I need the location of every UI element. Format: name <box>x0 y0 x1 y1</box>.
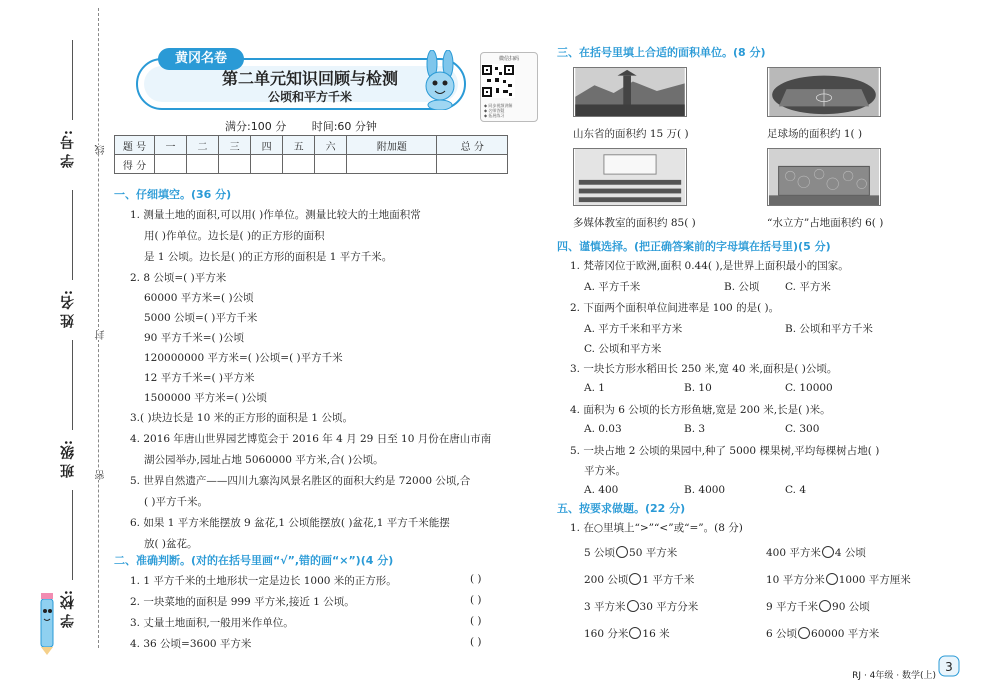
student-number-line <box>72 40 73 120</box>
binding-margin <box>0 0 108 693</box>
choice-question: 2. 下面两个面积单位间进率是 100 的是( )。 <box>570 302 780 314</box>
compare-circle-icon[interactable] <box>627 600 639 612</box>
section-3-title: 三、在括号里填上合适的面积单位。(8 分) <box>557 46 766 59</box>
choice-option[interactable]: A. 1 <box>584 382 605 394</box>
answer-paren[interactable]: ( ) <box>470 636 482 648</box>
qr-note: ◆ 拓展练习 <box>484 113 505 118</box>
compare-left: 6 公顷 <box>766 628 798 640</box>
unit-caption: 足球场的面积约 1( ) <box>767 128 863 140</box>
choice-option[interactable]: C. 公顷和平方米 <box>584 343 662 355</box>
compare-left: 400 平方米 <box>766 547 821 559</box>
choice-question: 5. 一块占地 2 公顷的果园中,种了 5000 棵果树,平均每棵树占地( ) <box>570 445 880 457</box>
qr-title: 微信扫码 <box>498 56 519 62</box>
compare-right: 30 平方分米 <box>639 601 699 613</box>
answer-paren[interactable]: ( ) <box>470 594 482 606</box>
choice-option[interactable]: C. 平方米 <box>785 281 831 293</box>
class-line <box>72 340 73 430</box>
score-table-row <box>115 155 508 174</box>
score-table-header-row <box>115 136 508 155</box>
compare-item <box>766 599 870 614</box>
score-header-cell: 二 <box>187 136 219 155</box>
section-5-title: 五、按要求做题。(22 分) <box>557 502 686 515</box>
compare-circle-icon[interactable] <box>819 600 831 612</box>
unit-caption: 多媒体教室的面积约 85( ) <box>573 217 696 229</box>
class-label: 班 级: <box>60 440 76 479</box>
compare-instruction: 1. 在○里填上“>”“<”或“=”。(8 分) <box>570 522 743 534</box>
answer-paren[interactable]: ( ) <box>470 615 482 627</box>
question-line: 60000 平方米=( )公顷 <box>144 292 254 304</box>
question-line: 2. 8 公顷=( )平方米 <box>130 272 227 284</box>
cut-dashed-line <box>98 8 99 648</box>
choice-question: 4. 面积为 6 公顷的长方形鱼塘,宽是 200 米,长是( )米。 <box>570 404 831 416</box>
page-number: 3 <box>945 660 953 674</box>
compare-right: 60000 平方米 <box>811 628 880 640</box>
exam-time: 时间:60 分钟 <box>311 120 377 133</box>
section-4-title: 四、谨慎选择。(把正确答案前的字母填在括号里)(5 分) <box>557 240 831 253</box>
score-header-cell: 附加题 <box>347 136 437 155</box>
choice-option[interactable]: A. 平方千米 <box>584 281 641 293</box>
compare-item <box>584 545 677 560</box>
footer-info: RJ · 4年级 · 数学(上) <box>852 671 936 681</box>
compare-right: 1 平方千米 <box>642 574 695 586</box>
compare-item <box>584 626 670 641</box>
choice-option[interactable]: B. 3 <box>684 423 706 435</box>
compare-right: 50 平方米 <box>629 547 678 559</box>
score-header-cell: 四 <box>251 136 283 155</box>
judge-item: 4. 36 公顷=3600 平方米 <box>130 638 252 650</box>
shandong-photo <box>573 67 687 117</box>
score-cell[interactable] <box>219 155 251 174</box>
score-header-cell: 题 号 <box>115 136 155 155</box>
choice-question: 1. 梵蒂冈位于欧洲,面积 0.44( ),是世界上面积最小的国家。 <box>570 260 849 272</box>
choice-question-cont: 平方米。 <box>584 465 626 477</box>
compare-right: 4 公顷 <box>834 547 866 559</box>
score-cell[interactable] <box>187 155 219 174</box>
unit-caption: “水立方”占地面积约 6( ) <box>767 217 884 229</box>
qr-code-panel[interactable] <box>480 52 538 122</box>
score-table <box>114 135 508 174</box>
question-line: 1. 测量土地的面积,可以用( )作单位。测量比较大的土地面积常 <box>130 209 421 221</box>
score-cell[interactable] <box>315 155 347 174</box>
question-line: 5. 世界自然遗产——四川九寨沟风景名胜区的面积大约是 72000 公顷,合 <box>130 475 471 487</box>
football-field-photo <box>767 67 881 117</box>
page-number-badge <box>938 650 960 678</box>
school-line <box>72 490 73 580</box>
question-line: 3.( )块边长是 10 米的正方形的面积是 1 公顷。 <box>130 412 353 424</box>
school-label: 学 校: <box>60 590 76 629</box>
question-line: 4. 2016 年唐山世界园艺博览会于 2016 年 4 月 29 日至 10 月份在唐山市南 <box>130 433 492 445</box>
water-cube-photo <box>767 148 881 206</box>
compare-right: 1000 平方厘米 <box>838 574 911 586</box>
choice-option[interactable]: A. 0.03 <box>584 423 622 435</box>
question-line: 5000 公顷=( )平方千米 <box>144 312 258 324</box>
compare-circle-icon[interactable] <box>822 546 834 558</box>
judge-item: 3. 丈量土地面积,一般用米作单位。 <box>130 617 294 629</box>
cut-mark-secret: 密 <box>96 470 107 480</box>
name-line <box>72 190 73 280</box>
question-line: 12 平方千米=( )平方米 <box>144 372 255 384</box>
compare-right: 90 公顷 <box>832 601 870 613</box>
section-2-title: 二、准确判断。(对的在括号里画“√”,错的画“×”)(4 分) <box>114 554 394 567</box>
rabbit-mascot-icon <box>416 50 464 110</box>
full-score: 满分:100 分 <box>225 120 287 133</box>
compare-circle-icon[interactable] <box>826 573 838 585</box>
score-cell[interactable] <box>437 155 508 174</box>
score-row-label: 得 分 <box>115 155 155 174</box>
compare-left: 160 分米 <box>584 628 629 640</box>
question-line: ( )平方千米。 <box>144 496 209 508</box>
pencil-mascot-icon <box>38 585 56 655</box>
page-title: 第二单元知识回顾与检测 <box>221 69 398 88</box>
score-header-cell: 六 <box>315 136 347 155</box>
answer-paren[interactable]: ( ) <box>470 573 482 585</box>
brand-logo: 黄冈名卷 <box>158 48 244 70</box>
score-cell[interactable] <box>251 155 283 174</box>
compare-left: 10 平方分米 <box>766 574 825 586</box>
question-line: 放( )盆花。 <box>144 538 198 550</box>
compare-left: 9 平方千米 <box>766 601 819 613</box>
question-line: 120000000 平方米=( )公顷=( )平方千米 <box>144 352 343 364</box>
score-cell[interactable] <box>283 155 315 174</box>
compare-circle-icon[interactable] <box>798 627 810 639</box>
score-cell[interactable] <box>155 155 187 174</box>
compare-left: 3 平方米 <box>584 601 626 613</box>
choice-option[interactable]: C. 4 <box>785 484 807 496</box>
choice-option[interactable]: C. 300 <box>785 423 820 435</box>
compare-circle-icon[interactable] <box>629 573 641 585</box>
compare-right: 16 米 <box>642 628 670 640</box>
qr-note: ◆ 名师答疑 <box>484 108 505 113</box>
qr-code-icon[interactable] <box>481 64 515 98</box>
compare-item <box>584 572 694 587</box>
compare-left: 5 公顷 <box>584 547 616 559</box>
exam-meta <box>225 118 399 134</box>
compare-item <box>766 626 879 641</box>
judge-item: 2. 一块菜地的面积是 999 平方米,接近 1 公顷。 <box>130 596 355 608</box>
cut-mark-seal: 封 <box>96 330 107 340</box>
question-line: 是 1 公顷。边长是( )的正方形的面积是 1 平方千米。 <box>144 251 393 263</box>
question-line: 湖公园举办,园址占地 5060000 平方米,合( )公顷。 <box>144 454 384 466</box>
choice-option[interactable]: A. 400 <box>584 484 619 496</box>
score-header-cell: 三 <box>219 136 251 155</box>
compare-left: 200 公顷 <box>584 574 629 586</box>
question-line: 6. 如果 1 平方米能摆放 9 盆花,1 公顷能摆放( )盆花,1 平方千米能摆 <box>130 517 450 529</box>
compare-item <box>766 572 911 587</box>
cut-mark-line: 线 <box>96 145 107 155</box>
choice-option[interactable]: A. 平方千米和平方米 <box>584 323 683 335</box>
choice-option[interactable]: B. 公顷和平方千米 <box>785 323 873 335</box>
question-line: 90 平方千米=( )公顷 <box>144 332 245 344</box>
unit-caption: 山东省的面积约 15 万( ) <box>573 128 689 140</box>
score-cell[interactable] <box>347 155 437 174</box>
question-line: 用( )作单位。边长是( )的正方形的面积 <box>144 230 325 242</box>
name-label: 姓 名: <box>60 290 76 329</box>
score-header-cell: 五 <box>283 136 315 155</box>
compare-item <box>584 599 698 614</box>
classroom-photo <box>573 148 687 206</box>
choice-option[interactable]: C. 10000 <box>785 382 833 394</box>
section-1-title: 一、仔细填空。(36 分) <box>114 188 232 201</box>
compare-item <box>766 545 866 560</box>
compare-circle-icon[interactable] <box>629 627 641 639</box>
qr-note: ◆ 同步视频讲解 <box>484 103 513 108</box>
choice-option[interactable]: B. 10 <box>684 382 712 394</box>
judge-item: 1. 1 平方千米的土地形状一定是边长 1000 米的正方形。 <box>130 575 397 587</box>
score-header-cell: 一 <box>155 136 187 155</box>
score-header-cell: 总 分 <box>437 136 508 155</box>
compare-circle-icon[interactable] <box>616 546 628 558</box>
choice-question: 3. 一块长方形水稻田长 250 米,宽 40 米,面积是( )公顷。 <box>570 363 838 375</box>
choice-option[interactable]: B. 4000 <box>684 484 726 496</box>
page-subtitle: 公顷和平方千米 <box>267 90 352 104</box>
choice-option[interactable]: B. 公顷 <box>724 281 760 293</box>
student-number-label: 学 号: <box>60 130 76 169</box>
question-line: 1500000 平方米=( )公顷 <box>144 392 267 404</box>
